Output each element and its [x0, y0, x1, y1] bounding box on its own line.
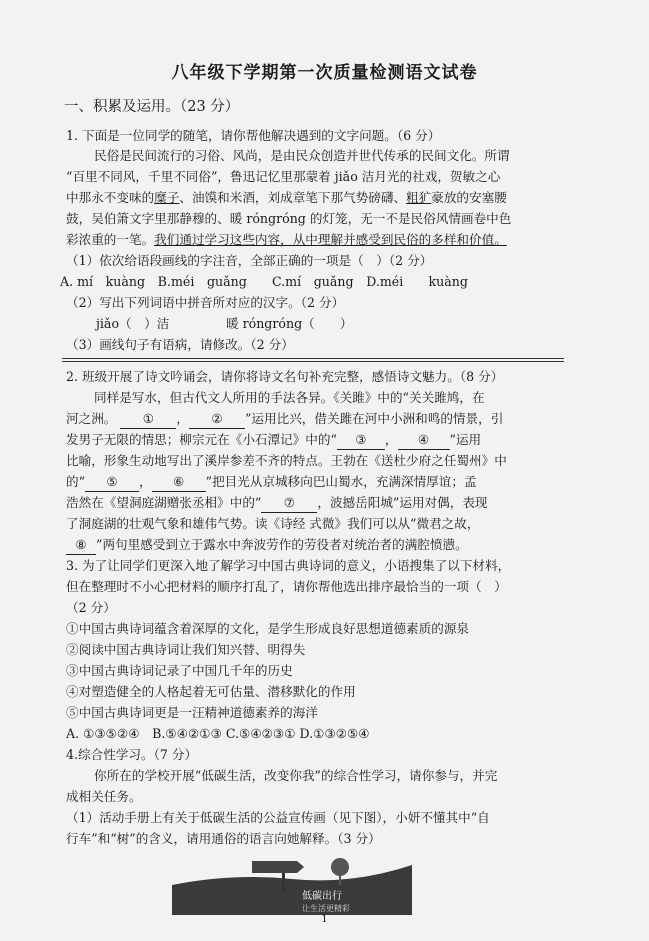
- blank-5[interactable]: ⑤: [85, 473, 139, 492]
- q2-heading: 2. 班级开展了诗文吟诵会，请你将诗文名句补充完整，感悟诗文魅力。（8 分）: [66, 369, 504, 384]
- blank-6[interactable]: ⑥: [152, 473, 206, 492]
- q1-para-line: 民俗是民间流行的习俗、风尚，是由民众创造并世代传承的民间文化。所谓: [94, 148, 510, 163]
- underlined-word: 糜子: [154, 190, 180, 205]
- q2-line: 了洞庭湖的壮观气象和雄伟气势。读《诗经 式微》我们可以从“微君之故，: [66, 516, 480, 531]
- underlined-sentence: 我们通过学习这些内容，从中理解并感受到民俗的多样和价值。: [154, 232, 507, 247]
- q2-line: 比喻，形象生动地写出了溪岸参差不齐的特点。王勃在《送杜少府之任蜀州》中: [66, 453, 507, 468]
- q1-sub2-item: 暖 róngróng（ ）: [226, 316, 353, 331]
- q3-item: ①中国古典诗词蕴含着深厚的文化，是学生形成良好思想道德素质的源泉: [66, 621, 469, 636]
- underlined-word: 粗犷: [406, 190, 432, 205]
- blank-4[interactable]: ④: [398, 431, 450, 450]
- q3-heading: 3. 为了让同学们更深入地了解学习中国古典诗词的意义，小语搜集了以下材料，: [66, 558, 511, 573]
- q2-line: 浩然在《望洞庭湖赠张丞相》中的“ ⑦ ，波撼岳阳城”运用对偶，表现: [66, 494, 488, 513]
- q2-line: 发男子无限的情思；柳宗元在《小石潭记》中的“ ③ ， ④ ”运用: [66, 431, 481, 450]
- blank-1[interactable]: ①: [120, 410, 176, 429]
- q1-para-line: “百里不同风，千里不同俗”，鲁迅记忆里那蒙着 jiǎo 洁月光的社戏，贺敏之心: [66, 169, 501, 184]
- q1-para-line: 中那永不变味的糜子、油馍和米酒，刘成章笔下那气势磅礴、粗犷豪放的安塞腰: [66, 190, 507, 205]
- q3-item: ④对塑造健全的人格起着无可估量、潜移默化的作用: [66, 684, 356, 699]
- answer-line: [62, 358, 564, 359]
- answer-line: [62, 361, 564, 362]
- q1-options: A. mí kuàng B.méi guǎng C.mí guǎng D.méi kuàng: [60, 274, 468, 289]
- poster-text-2: 让生活更精彩: [302, 904, 350, 913]
- q4-para: 你所在的学校开展“低碳生活，改变你我”的综合性学习，请你参与，并完: [94, 768, 498, 783]
- blank-7[interactable]: ⑦: [261, 494, 317, 513]
- section-heading: 一、积累及运用。（23 分）: [64, 99, 240, 115]
- q4-para: 成相关任务。: [66, 789, 142, 804]
- page-number: 1: [321, 914, 328, 925]
- q3-options: A. ①③⑤②④ B.⑤④②①③ C.⑤④②③① D.①③②⑤④: [66, 726, 370, 741]
- q1-sub1: （1）依次给语段画线的字注音，全部正确的一项是（ ）（2 分）: [66, 253, 433, 268]
- blank-8[interactable]: ⑧: [66, 536, 96, 555]
- q2-line: 同样是写水，但古代文人所用的手法各异。《关雎》中的“关关雎鸠，在: [94, 390, 485, 405]
- arrow-sign-icon: [252, 861, 304, 873]
- q3-heading-cont: 但在整理时不小心把材料的顺序打乱了，请你帮他选出排序最恰当的一项（ ）: [66, 579, 507, 594]
- q3-points: （2 分）: [66, 600, 116, 615]
- low-carbon-poster-illustration: [172, 855, 412, 915]
- q2-line: 河之洲。 ① ， ② ”运用比兴，借关雎在河中小洲和鸣的情景，引: [66, 410, 503, 429]
- q3-item: ③中国古典诗词记录了中国几千年的历史: [66, 663, 293, 678]
- q2-line: 的“ ⑤ ， ⑥ ”把目光从京城移向巴山蜀水，充满深情厚谊；孟: [66, 473, 477, 492]
- q4-heading: 4.综合性学习。（7 分）: [66, 747, 198, 762]
- q4-sub1: （1）活动手册上有关于低碳生活的公益宣传画（见下图），小妍不懂其中“自: [66, 810, 490, 825]
- q1-heading: 1. 下面是一位同学的随笔，请你帮他解决遇到的文字问题。（6 分）: [66, 128, 441, 143]
- q1-sub3: （3）画线句子有语病，请修改。（2 分）: [66, 337, 294, 352]
- blank-2[interactable]: ②: [189, 410, 245, 429]
- q3-item: ⑤中国古典诗词更是一汪精神道德素养的海洋: [66, 705, 318, 720]
- q1-sub2: （2）写出下列词语中拼音所对应的汉字。（2 分）: [66, 295, 345, 310]
- q3-item: ②阅读中国古典诗词让我们知兴替、明得失: [66, 642, 306, 657]
- q4-sub1-cont: 行车”和“树”的含义，请用通俗的语言向她解释。（3 分）: [66, 831, 381, 846]
- q1-para-line: 鼓，吴伯箫文字里那静穆的、暖 róngróng 的灯笼，无一不是民俗风情画卷中色: [66, 211, 512, 226]
- poster-text-1: 低碳出行: [302, 891, 342, 902]
- blank-3[interactable]: ③: [337, 431, 385, 450]
- q1-para-line: 彩浓重的一笔。我们通过学习这些内容，从中理解并感受到民俗的多样和价值。: [66, 232, 507, 247]
- q2-line: ⑧ ”两句里感受到立于露水中奔波劳作的劳役者对统治者的满腔愤懑。: [66, 536, 468, 555]
- q1-sub2-item: jiǎo（ ）洁: [96, 316, 170, 331]
- page-title: 八年级下学期第一次质量检测语文试卷: [171, 63, 478, 83]
